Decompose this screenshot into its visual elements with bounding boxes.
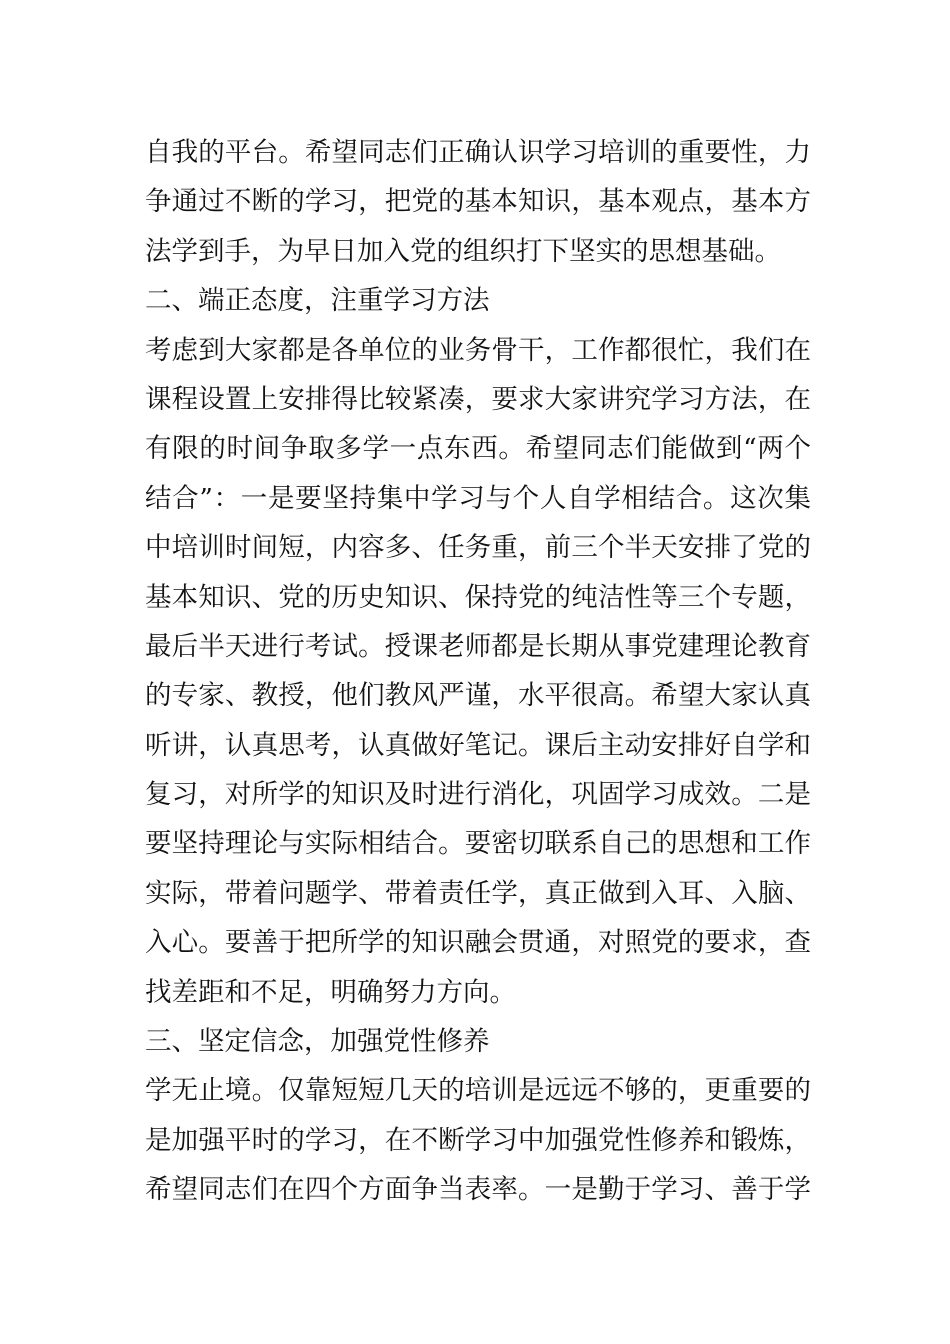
text-line: 希望同志们在四个方面争当表率。一是勤于学习、善于学 [145,1174,811,1206]
section-heading-2: 二、端正态度，注重学习方法 [145,285,490,317]
text-line: 找差距和不足，明确努力方向。 [145,976,516,1008]
text-line: 复习，对所学的知识及时进行消化，巩固学习成效。二是 [145,779,811,811]
text-line: 中培训时间短，内容多、任务重，前三个半天安排了党的 [145,532,811,564]
section-heading-3: 三、坚定信念，加强党性修养 [145,1026,490,1058]
text-line: 争通过不断的学习，把党的基本知识，基本观点，基本方 [145,186,811,218]
text-line: 实际，带着问题学、带着责任学，真正做到入耳、入脑、 [145,877,811,909]
text-line: 听讲，认真思考，认真做好笔记。课后主动安排好自学和 [145,729,811,761]
text-line: 结合”：一是要坚持集中学习与个人自学相结合。这次集 [145,482,811,514]
text-line: 课程设置上安排得比较紧凑，要求大家讲究学习方法，在 [145,383,811,415]
text-line: 要坚持理论与实际相结合。要密切联系自己的思想和工作 [145,828,811,860]
text-line: 是加强平时的学习，在不断学习中加强党性修养和锻炼， [145,1124,811,1156]
body-text [145,128,811,1215]
text-line: 有限的时间争取多学一点东西。希望同志们能做到“两个 [145,433,811,465]
text-line: 的专家、教授，他们教风严谨，水平很高。希望大家认真 [145,680,811,712]
text-line: 学无止境。仅靠短短几天的培训是远远不够的，更重要的 [145,1075,811,1107]
text-line: 最后半天进行考试。授课老师都是长期从事党建理论教育 [145,630,811,662]
text-line: 法学到手，为早日加入党的组织打下坚实的思想基础。 [145,235,781,267]
text-line: 基本知识、党的历史知识、保持党的纯洁性等三个专题， [145,581,811,613]
text-line: 自我的平台。希望同志们正确认识学习培训的重要性，力 [145,137,811,168]
text-line: 考虑到大家都是各单位的业务骨干，工作都很忙，我们在 [145,334,811,366]
text-line: 入心。要善于把所学的知识融会贯通，对照党的要求，查 [145,927,811,959]
